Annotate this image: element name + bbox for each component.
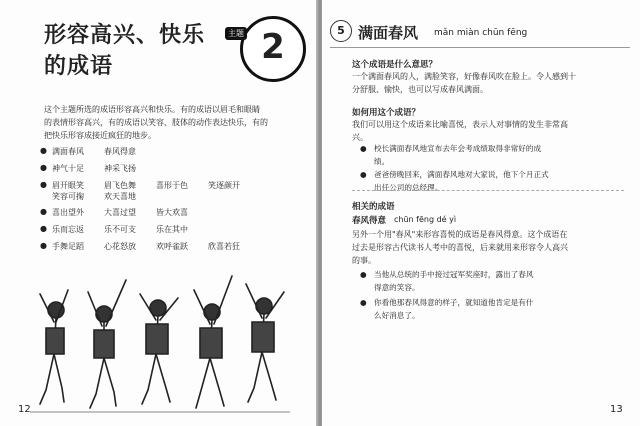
entry-pinyin: mǎn miàn chūn fēng <box>434 28 528 38</box>
bullet-icon: ● <box>360 270 367 279</box>
related-explanation: 另外一个用"春风"来形容喜悦的成语是春风得意。这个成语在 过去是形容古代读书人考中的喜悦，后来就用来形容令人高兴 的事。 <box>352 230 568 265</box>
left-page <box>0 0 318 426</box>
related-pinyin: chūn fēng dé yì <box>394 215 457 224</box>
player-figure <box>88 280 126 408</box>
bullet-icon: ● <box>40 180 47 189</box>
example-sentence: ● 你看他那春风得意的样子，就知道他肯定是有什 么好消息了。 <box>360 298 534 320</box>
page-number: 12 <box>18 404 31 415</box>
bullet-icon: ● <box>360 298 367 307</box>
bullet-icon: ● <box>40 163 47 172</box>
answer-usage: 我们可以用这个成语来比喻喜悦，表示人对事情的发生非常高 兴。 <box>352 120 568 142</box>
entry-number: 5 <box>330 20 352 42</box>
chapter-title: 形容高兴、快乐 的成语 <box>44 23 206 79</box>
volleyball-team-illustration <box>30 272 290 422</box>
list-item: ● 手舞足蹈 心花怒放 欢呼雀跃 欣喜若狂 <box>40 241 240 251</box>
example-sentence: ● 爸爸傍晚回来，满面春风地对大家说，他下个月正式 出任公司的总经理。 <box>360 170 549 192</box>
divider <box>330 47 630 48</box>
bullet-icon: ● <box>40 207 47 216</box>
list-item: ● 眉开眼笑 笑容可掬 眉飞色舞 欢天喜地 喜形于色 笑逐颜开 <box>40 180 240 201</box>
related-heading: 相关的成语 <box>352 202 395 212</box>
list-item: ● 神气十足 神采飞扬 <box>40 163 136 173</box>
player-figure <box>40 290 68 404</box>
idiom-list <box>40 146 310 258</box>
entry-title: 满面春风 <box>358 24 419 42</box>
list-item: ● 喜出望外 大喜过望 皆大欢喜 <box>40 207 188 217</box>
player-figure <box>140 294 178 404</box>
right-page <box>322 0 640 426</box>
list-item: ● 乐而忘返 乐不可支 乐在其中 <box>40 224 188 234</box>
bullet-icon: ● <box>40 241 47 250</box>
question-meaning: 这个成语是什么意思？ <box>352 60 438 70</box>
theme-tag: 主题 <box>225 27 247 40</box>
question-usage: 如何用这个成语？ <box>352 108 421 118</box>
bullet-icon: ● <box>360 170 367 179</box>
player-figure <box>246 284 284 402</box>
page-number: 13 <box>610 404 623 415</box>
player-figure <box>194 276 232 408</box>
theme-number: 2 <box>261 27 285 67</box>
divider <box>352 190 624 191</box>
theme-badge <box>228 16 306 82</box>
example-sentence: ● 当他从总统的手中接过冠军奖座时，露出了春风 得意的笑容。 <box>360 270 534 292</box>
answer-meaning: 一个满面春风的人，满脸笑容，好像春风吹在脸上。令人感到十 分舒服、愉快，也可以写成春风满面。 <box>352 72 576 94</box>
bullet-icon: ● <box>360 144 367 153</box>
bullet-icon: ● <box>40 146 47 155</box>
related-idiom: 春风得意 <box>352 216 387 226</box>
list-item: ● 满面春风 春风得意 <box>40 146 136 156</box>
example-sentence: ● 校长满面春风地宣布去年会考成绩取得非常好的成 绩。 <box>360 144 542 166</box>
bullet-icon: ● <box>40 224 47 233</box>
intro-paragraph: 这个主题所选的成语形容高兴和快乐。有的成语以眉毛和眼睛 的表情形容高兴，有的成语以笑容、肢体的动作表达快乐，有的 把快乐形容成接近疯狂的地步。 <box>44 105 268 140</box>
